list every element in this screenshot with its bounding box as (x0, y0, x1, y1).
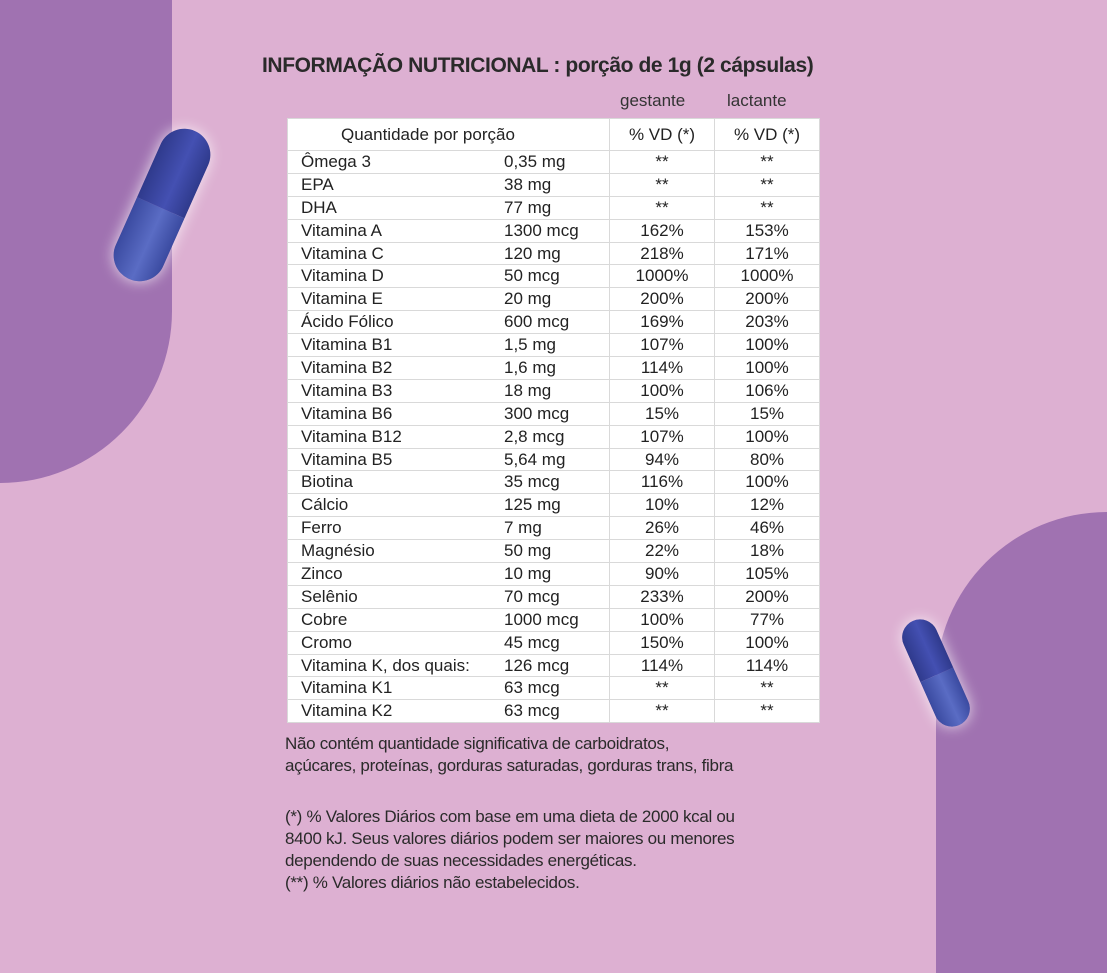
nutrient-name: Vitamina B12 (288, 425, 505, 448)
vd-lactante-value: ** (715, 196, 820, 219)
footnote-line: (**) % Valores diários não estabelecidos. (285, 873, 580, 892)
vd-lactante-value: 114% (715, 654, 820, 677)
nutrient-amount: 125 mg (504, 494, 610, 517)
page-title: INFORMAÇÃO NUTRICIONAL : porção de 1g (2 cápsulas) (262, 54, 814, 77)
vd-gestante-value: 107% (610, 334, 715, 357)
vd-lactante-value: 1000% (715, 265, 820, 288)
vd-lactante-value: 100% (715, 357, 820, 380)
vd-lactante-value: 100% (715, 631, 820, 654)
vd-lactante-value: 200% (715, 585, 820, 608)
vd-gestante-value: 90% (610, 563, 715, 586)
table-row (288, 608, 820, 631)
nutrient-name: Vitamina K, dos quais: (288, 654, 505, 677)
nutrient-name: Magnésio (288, 540, 505, 563)
table-row (288, 219, 820, 242)
table-row (288, 654, 820, 677)
nutrient-name: Vitamina B6 (288, 402, 505, 425)
table-row (288, 151, 820, 174)
table-row (288, 242, 820, 265)
nutrient-amount: 63 mcg (504, 677, 610, 700)
vd-lactante-value: 100% (715, 471, 820, 494)
table-row (288, 196, 820, 219)
table-row (288, 494, 820, 517)
nutrient-amount: 35 mcg (504, 471, 610, 494)
table-row (288, 334, 820, 357)
vd-lactante-value: 106% (715, 379, 820, 402)
nutrient-name: Zinco (288, 563, 505, 586)
vd-gestante-value: 22% (610, 540, 715, 563)
vd-lactante-value: 18% (715, 540, 820, 563)
vd-gestante-value: 1000% (610, 265, 715, 288)
nutrient-amount: 1,5 mg (504, 334, 610, 357)
nutrient-amount: 0,35 mg (504, 151, 610, 174)
vd-gestante-value: ** (610, 173, 715, 196)
vd-gestante-value: ** (610, 700, 715, 723)
vd-lactante-value: 15% (715, 402, 820, 425)
nutrient-name: Vitamina B2 (288, 357, 505, 380)
nutrient-name: Ácido Fólico (288, 311, 505, 334)
nutrient-amount: 2,8 mcg (504, 425, 610, 448)
nutrient-name: Vitamina K2 (288, 700, 505, 723)
vd-gestante-value: 116% (610, 471, 715, 494)
vd-lactante-value: 171% (715, 242, 820, 265)
nutrient-name: Vitamina B5 (288, 448, 505, 471)
nutrient-name: Ômega 3 (288, 151, 505, 174)
table-row (288, 402, 820, 425)
footnotes (285, 806, 735, 894)
table-row (288, 563, 820, 586)
vd-gestante-value: 150% (610, 631, 715, 654)
nutrient-amount: 120 mg (504, 242, 610, 265)
vd-lactante-value: ** (715, 677, 820, 700)
table-row (288, 585, 820, 608)
quantity-header: Quantidade por porção (288, 119, 610, 151)
table-row (288, 517, 820, 540)
vd-gestante-value: 94% (610, 448, 715, 471)
vd-lactante-value: 105% (715, 563, 820, 586)
vd-gestante-value: 162% (610, 219, 715, 242)
vd-gestante-value: ** (610, 677, 715, 700)
nutrient-name: Cobre (288, 608, 505, 631)
nutrient-name: Vitamina E (288, 288, 505, 311)
vd-gestante-value: 114% (610, 357, 715, 380)
column-label-lactante: lactante (727, 91, 787, 110)
vd-gestante-value: 218% (610, 242, 715, 265)
vd-gestante-value: 233% (610, 585, 715, 608)
nutrient-amount: 1,6 mg (504, 357, 610, 380)
vd-gestante-value: 107% (610, 425, 715, 448)
nutrient-amount: 18 mg (504, 379, 610, 402)
nutrient-name: Vitamina B3 (288, 379, 505, 402)
vd-gestante-value: ** (610, 196, 715, 219)
vd-gestante-value: 15% (610, 402, 715, 425)
nutrient-amount: 10 mg (504, 563, 610, 586)
vd-gestante-value: 200% (610, 288, 715, 311)
vd-lactante-value: 77% (715, 608, 820, 631)
nutrient-amount: 300 mcg (504, 402, 610, 425)
footnote-line: 8400 kJ. Seus valores diários podem ser maiores ou menores (285, 829, 735, 848)
nutrient-name: Vitamina K1 (288, 677, 505, 700)
vd-gestante-value: 169% (610, 311, 715, 334)
table-header-row (288, 119, 820, 151)
nutrient-name: Ferro (288, 517, 505, 540)
note-line: Não contém quantidade significativa de carboidratos, (285, 734, 670, 753)
table-row (288, 311, 820, 334)
table-row (288, 700, 820, 723)
nutrition-notes (285, 733, 733, 777)
nutrient-name: Cálcio (288, 494, 505, 517)
nutrient-name: Vitamina C (288, 242, 505, 265)
nutrition-table (287, 118, 820, 723)
nutrient-name: Vitamina A (288, 219, 505, 242)
footnote-line: (*) % Valores Diários com base em uma dieta de 2000 kcal ou (285, 807, 735, 826)
nutrient-name: Vitamina B1 (288, 334, 505, 357)
vd-gestante-value: 26% (610, 517, 715, 540)
vd-lactante-value: 203% (715, 311, 820, 334)
nutrient-amount: 50 mcg (504, 265, 610, 288)
nutrient-name: Vitamina D (288, 265, 505, 288)
nutrient-amount: 70 mcg (504, 585, 610, 608)
footnote-line: dependendo de suas necessidades energéticas. (285, 851, 637, 870)
nutrient-name: Cromo (288, 631, 505, 654)
vd-lactante-value: ** (715, 151, 820, 174)
vd-gestante-value: 100% (610, 608, 715, 631)
nutrient-amount: 126 mcg (504, 654, 610, 677)
vd-lactante-value: 46% (715, 517, 820, 540)
table-row (288, 265, 820, 288)
vd-gestante-value: ** (610, 151, 715, 174)
nutrient-amount: 63 mcg (504, 700, 610, 723)
vd-lactante-value: ** (715, 700, 820, 723)
table-row (288, 677, 820, 700)
vd-lactante-value: 100% (715, 425, 820, 448)
vd-lactante-value: ** (715, 173, 820, 196)
table-row (288, 540, 820, 563)
nutrient-amount: 77 mg (504, 196, 610, 219)
nutrient-amount: 38 mg (504, 173, 610, 196)
nutrient-amount: 600 mcg (504, 311, 610, 334)
nutrient-amount: 45 mcg (504, 631, 610, 654)
note-line: açúcares, proteínas, gorduras saturadas, gorduras trans, fibra (285, 756, 734, 775)
nutrient-amount: 5,64 mg (504, 448, 610, 471)
vd-lactante-value: 153% (715, 219, 820, 242)
vd-lactante-value: 200% (715, 288, 820, 311)
nutrient-amount: 20 mg (504, 288, 610, 311)
vd-lactante-value: 12% (715, 494, 820, 517)
table-row (288, 288, 820, 311)
vd-lactante-value: 100% (715, 334, 820, 357)
vd-lactante-value: 80% (715, 448, 820, 471)
nutrient-name: Biotina (288, 471, 505, 494)
table-row (288, 631, 820, 654)
table-row (288, 471, 820, 494)
table-row (288, 425, 820, 448)
nutrient-name: DHA (288, 196, 505, 219)
nutrient-amount: 1000 mcg (504, 608, 610, 631)
table-row (288, 173, 820, 196)
vd-gestante-value: 100% (610, 379, 715, 402)
vd-gestante-value: 114% (610, 654, 715, 677)
vd-gestante-header: % VD (*) (610, 119, 715, 151)
column-label-gestante: gestante (620, 91, 686, 110)
table-row (288, 379, 820, 402)
nutrient-amount: 50 mg (504, 540, 610, 563)
nutrient-amount: 7 mg (504, 517, 610, 540)
nutrient-name: Selênio (288, 585, 505, 608)
table-row (288, 448, 820, 471)
decorative-blob-right (936, 512, 1107, 973)
table-row (288, 357, 820, 380)
vd-lactante-header: % VD (*) (715, 119, 820, 151)
vd-gestante-value: 10% (610, 494, 715, 517)
nutrient-name: EPA (288, 173, 505, 196)
nutrient-amount: 1300 mcg (504, 219, 610, 242)
